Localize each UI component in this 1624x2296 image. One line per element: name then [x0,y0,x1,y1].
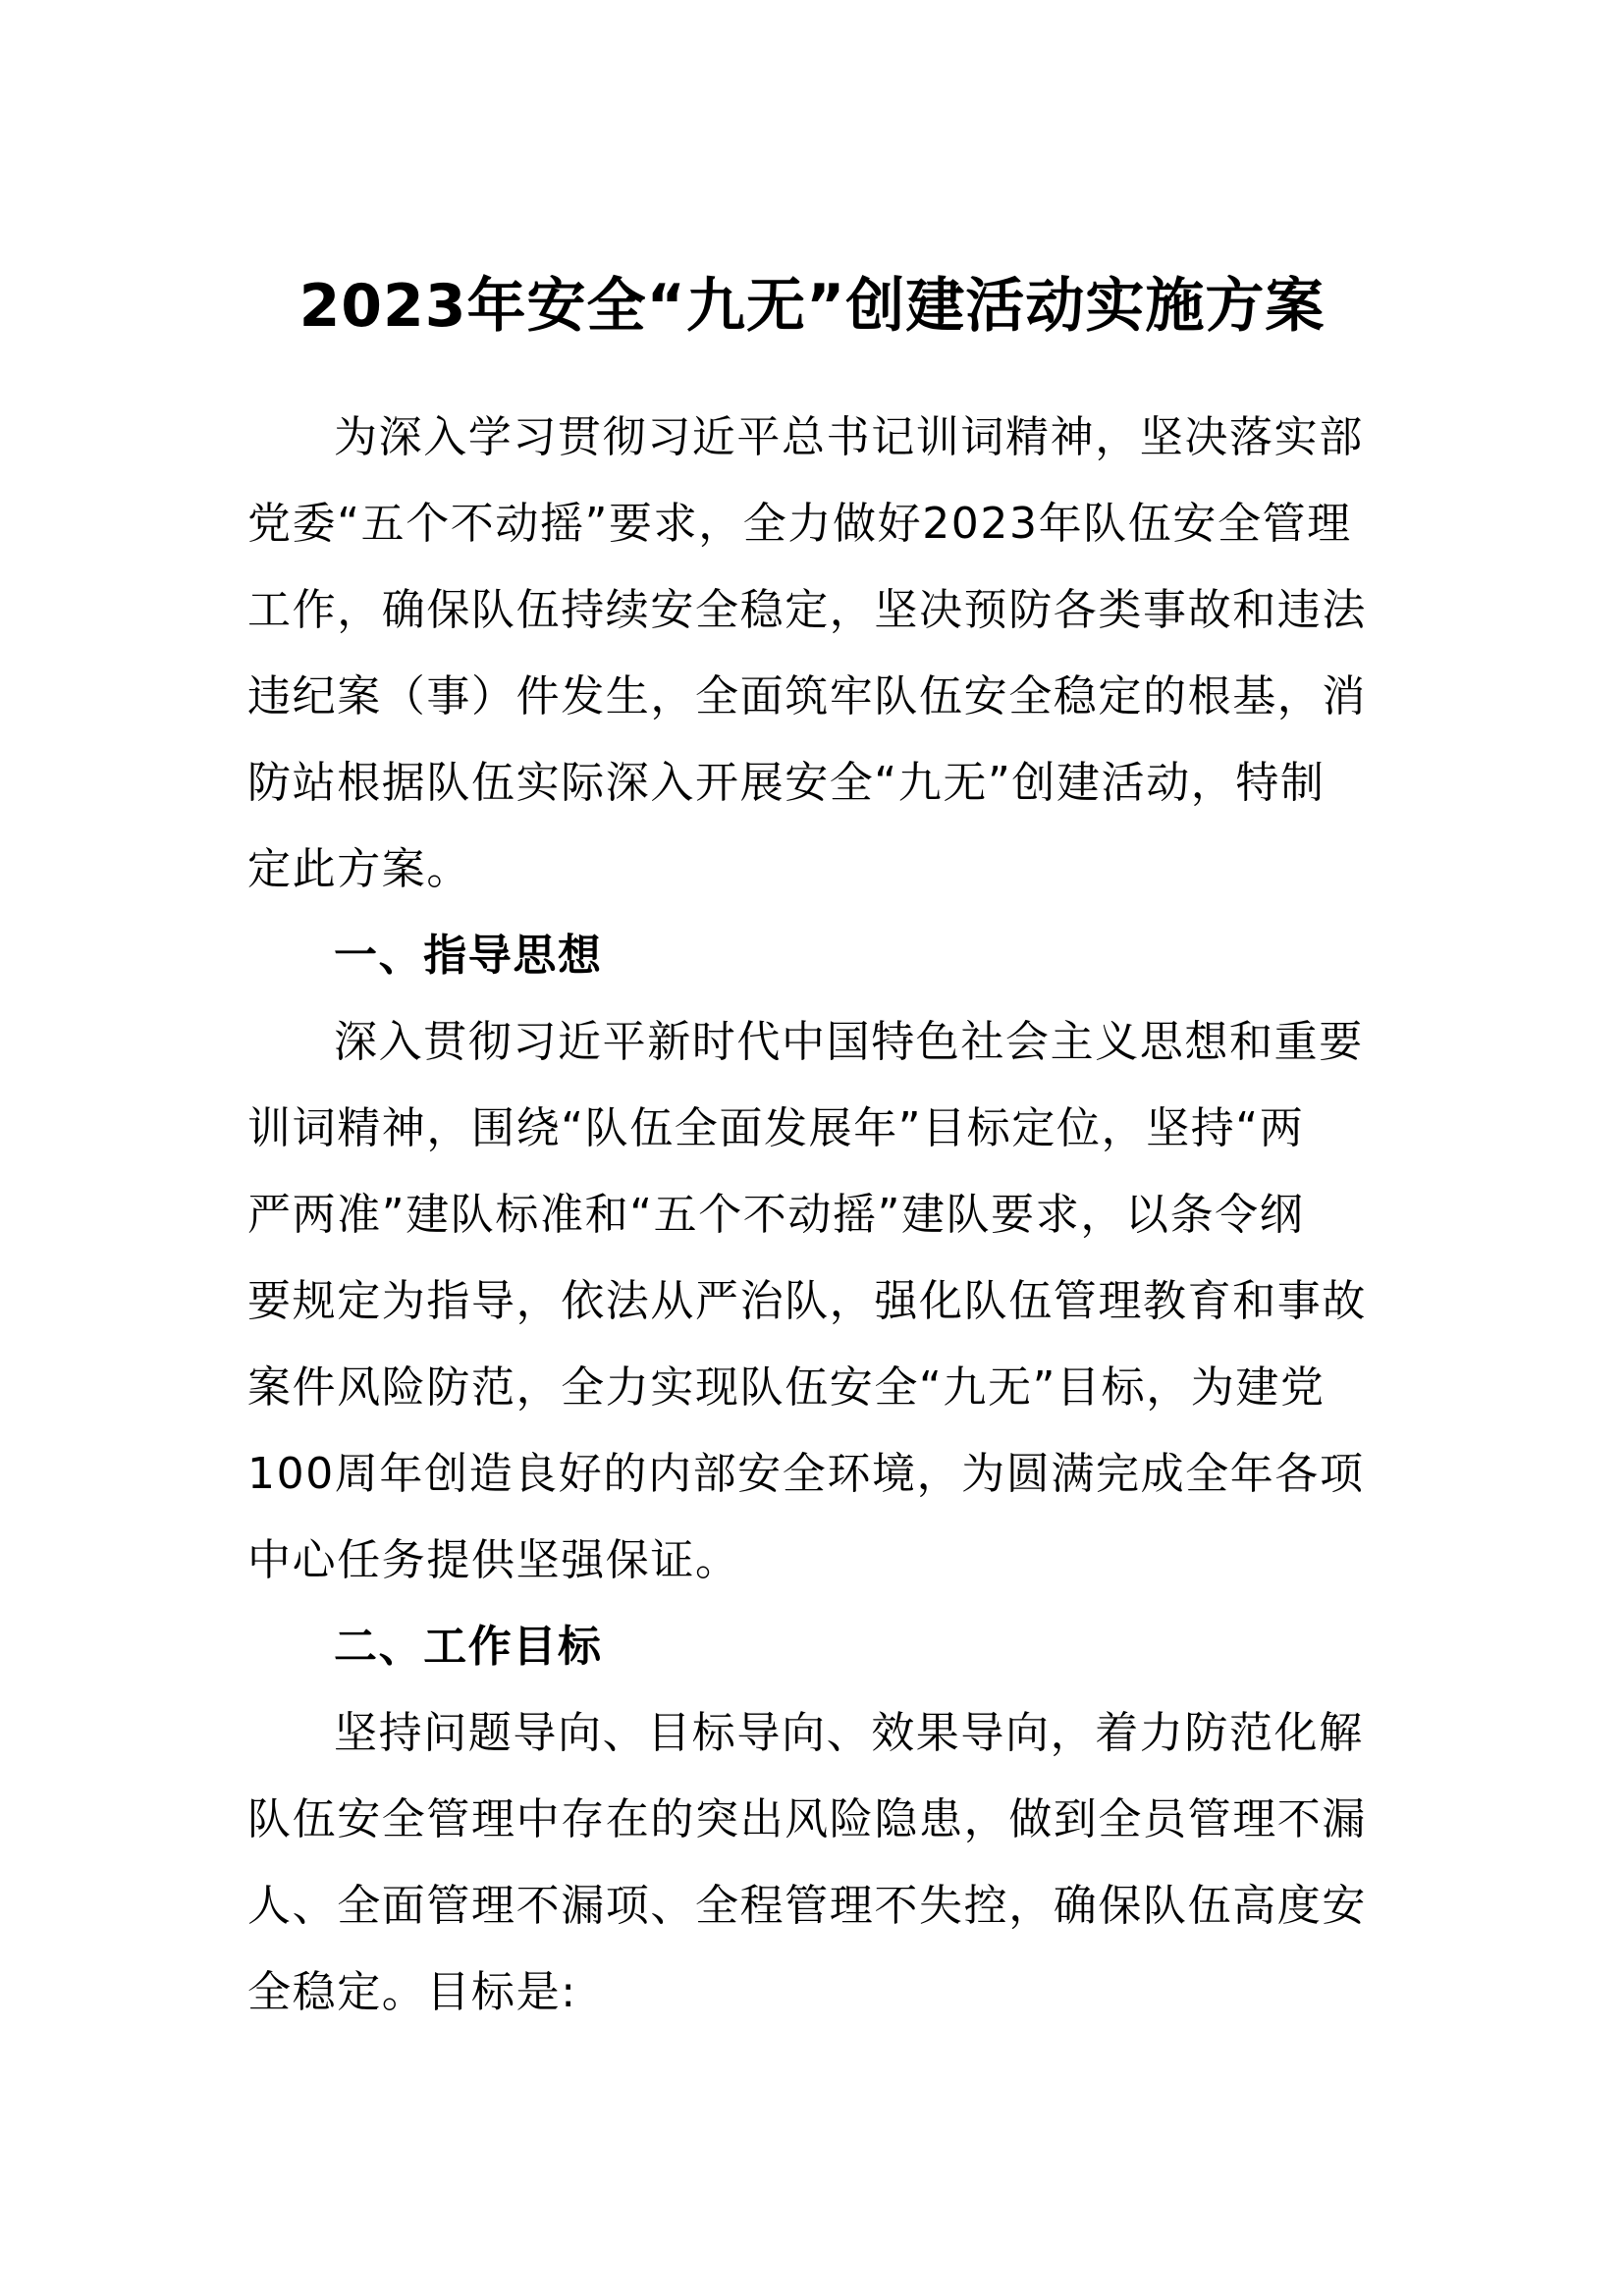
body-line: 要规定为指导，依法从严治队，强化队伍管理教育和事故 [247,1276,1367,1326]
body-line: 党委“五个不动摇”要求，全力做好2023年队伍安全管理 [247,499,1352,549]
body-line: 全稳定。目标是: [247,1967,577,2017]
body-line: 定此方案。 [247,844,471,894]
section-heading-work-goals: 二、工作目标 [334,1622,603,1672]
body-line: 违纪案（事）件发生，全面筑牢队伍安全稳定的根基，消 [247,671,1367,721]
body-line: 中心任务提供坚强保证。 [247,1535,740,1585]
document-title: 2023年安全“九无”创建活动实施方案 [298,272,1326,341]
body-line: 100周年创造良好的内部安全环境，为圆满完成全年各项 [247,1449,1365,1499]
body-line: 为深入学习贯彻习近平总书记训词精神，坚决落实部 [334,412,1364,462]
body-line: 坚持问题导向、目标导向、效果导向，着力防范化解 [334,1708,1364,1758]
body-line: 严两准”建队标准和“五个不动摇”建队要求，以条令纲 [247,1190,1305,1240]
body-line: 防站根据队伍实际深入开展安全“九无”创建活动，特制 [247,758,1326,808]
body-line: 人、全面管理不漏项、全程管理不失控，确保队伍高度安 [247,1881,1367,1931]
body-line: 队伍安全管理中存在的突出风险隐患，做到全员管理不漏 [247,1794,1367,1844]
body-line: 案件风险防范，全力实现队伍安全“九无”目标，为建党 [247,1362,1326,1413]
body-line: 训词精神，围绕“队伍全面发展年”目标定位，坚持“两 [247,1103,1305,1153]
section-heading-guiding-ideology: 一、指导思想 [334,931,603,981]
body-line: 工作，确保队伍持续安全稳定，坚决预防各类事故和违法 [247,585,1367,635]
body-line: 深入贯彻习近平新时代中国特色社会主义思想和重要 [334,1017,1364,1067]
